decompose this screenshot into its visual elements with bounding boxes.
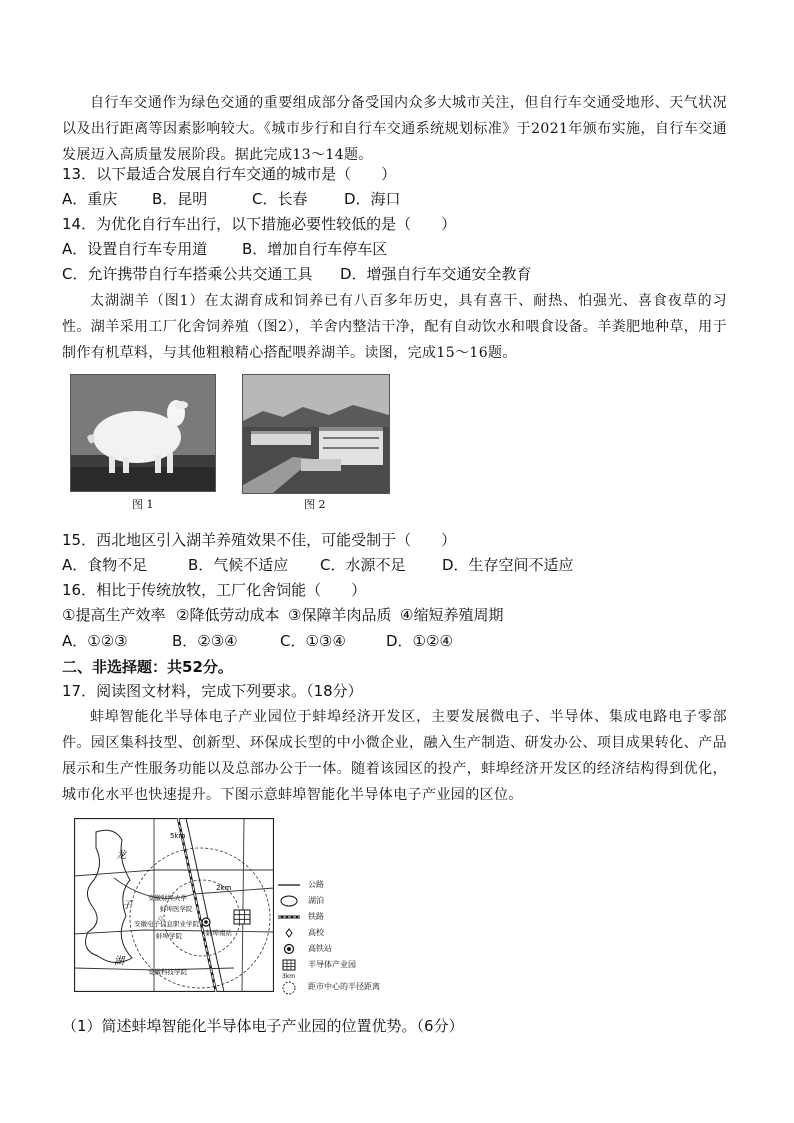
figure-1-sheep-photo [70,374,216,492]
question-13-stem: 13．以下最适合发展自行车交通的城市是（ ） [62,165,397,183]
sheep-image [71,375,215,491]
q14-option-d[interactable]: D．增强自行车交通安全教育 [340,265,532,283]
lake-icon [278,894,300,908]
section-2-heading: 二、非选择题：共52分。 [62,658,233,676]
q16-option-b[interactable]: B．②③④ [172,632,238,650]
railway-icon [278,910,300,924]
q16-choice-3: ③保障羊肉品质 [288,606,392,624]
legend-row-station [278,942,418,956]
radius-5km-label: 5km [170,832,186,840]
intro-paragraph-sheep: 太湖湖羊（图1）在太湖育成和饲养已有八百多年历史，具有喜干、耐热、怕强光、喜食夜草的习性。湖羊采用工厂化舍饲养殖（图2），羊舍内整洁干净，配有自动饮水和喂食设备。羊粪肥地种草，用于制作有机草料，与其他粗粮精心搭配喂养湖羊。读图，完成15～16题。 [62,293,727,361]
road-icon [278,878,300,892]
q13-option-c[interactable]: C．长春 [252,190,308,208]
q16-choice-4: ④缩短养殖周期 [400,606,504,624]
map-legend [278,878,418,998]
legend-lake-label: 湖泊 [308,896,324,905]
industrial-park-location-map [74,818,274,992]
q15-option-b[interactable]: B．气候不适应 [188,556,289,574]
q14-option-c[interactable]: C．允许携带自行车搭乘公共交通工具 [62,265,313,283]
lake-name-char-1: 龙 [116,850,126,861]
question-15-stem: 15．西北地区引入湖羊养殖效果不佳，可能受制于（ ） [62,531,457,549]
q15-option-a[interactable]: A．食物不足 [62,556,148,574]
school-bengbu-medical: 蚌埠医学院 [160,905,193,913]
intro-paragraph-bike: 自行车交通作为绿色交通的重要组成部分备受国内众多大城市关注，但自行车交通受地形、天气状况以及出行距离等因素影响较大。《城市步行和自行车交通系统规划标准》于2021年颁布实施，自行车交通发展迈入高质量发展阶段。据此完成13～14题。 [62,95,727,163]
semiconductor-park-icon [234,910,250,924]
q16-option-d[interactable]: D．①②④ [386,632,453,650]
legend-station-label: 高铁站 [308,944,332,953]
school-anhui-electronic: 安徽电子信息职业学院 [134,920,199,928]
q14-option-b[interactable]: B．增加自行车停车区 [242,240,388,258]
question-17-stem: 17．阅读图文材料，完成下列要求。（18分） [62,682,363,700]
legend-park-label: 半导体产业园 [308,960,356,969]
legend-row-road [278,878,418,892]
legend-road-label: 公路 [308,880,324,889]
university-diamond-icon [278,926,300,940]
legend-row-radius [278,974,418,996]
q16-choice-2: ②降低劳动成本 [176,606,280,624]
legend-row-railway [278,910,418,924]
question-14-stem: 14．为优化自行车出行，以下措施必要性较低的是（ ） [62,215,457,233]
q13-option-a[interactable]: A．重庆 [62,190,118,208]
q13-option-d[interactable]: D．海口 [344,190,401,208]
legend-radius-label: 距市中心的半径距离 [308,982,380,991]
q16-option-a[interactable]: A．①②③ [62,632,128,650]
legend-row-lake [278,894,418,908]
farm-image [243,375,389,493]
school-bengbu-college: 蚌埠学院 [156,932,182,940]
station-icon [278,942,300,956]
radius-2km-label: 2km [216,884,232,892]
figure-1-caption: 图 1 [132,498,154,511]
q14-option-a[interactable]: A．设置自行车专用道 [62,240,208,258]
legend-scale-label: 3km [282,973,296,980]
school-anhui-finance: 安徽财经大学 [148,894,187,902]
question-17-material: 蚌埠智能化半导体电子产业园位于蚌埠经济开发区，主要发展微电子、半导体、集成电路电子零部件。园区集科技型、创新型、环保成长型的中小微企业，融入生产制造、研发办公、项目成果转化、产品展示和生产性服务功能以及总部办公于一体。随着该园区的投产，蚌埠经济开发区的经济结构得到优化，城市化水平也快速提升。下图示意蚌埠智能化半导体电子产业园的区位。 [62,709,727,803]
figure-2-farm-photo [242,374,390,494]
q15-option-c[interactable]: C．水源不足 [320,556,406,574]
legend-railway-label: 铁路 [308,912,324,921]
school-anhui-science: 安徽科技学院 [148,968,187,976]
figure-2-caption: 图 2 [304,498,326,511]
legend-university-label: 高校 [308,928,324,937]
q13-option-b[interactable]: B．昆明 [152,190,208,208]
school-diamond-icon: ◇ [158,914,163,922]
legend-row-park [278,958,418,972]
q16-choice-1: ①提高生产效率 [62,606,166,624]
q16-option-c[interactable]: C．①③④ [280,632,346,650]
question-16-stem: 16．相比于传统放牧，工厂化舍饲能（ ） [62,581,367,599]
q15-option-d[interactable]: D．生存空间不适应 [442,556,574,574]
lake-name-char-2: 子 [122,900,132,911]
lake-name-char-3: 湖 [114,956,124,967]
legend-row-university [278,926,418,940]
question-17-sub-1: （1）简述蚌埠智能化半导体电子产业园的位置优势。（6分） [62,1017,464,1035]
station-label: 蚌埠南站 [206,929,232,937]
